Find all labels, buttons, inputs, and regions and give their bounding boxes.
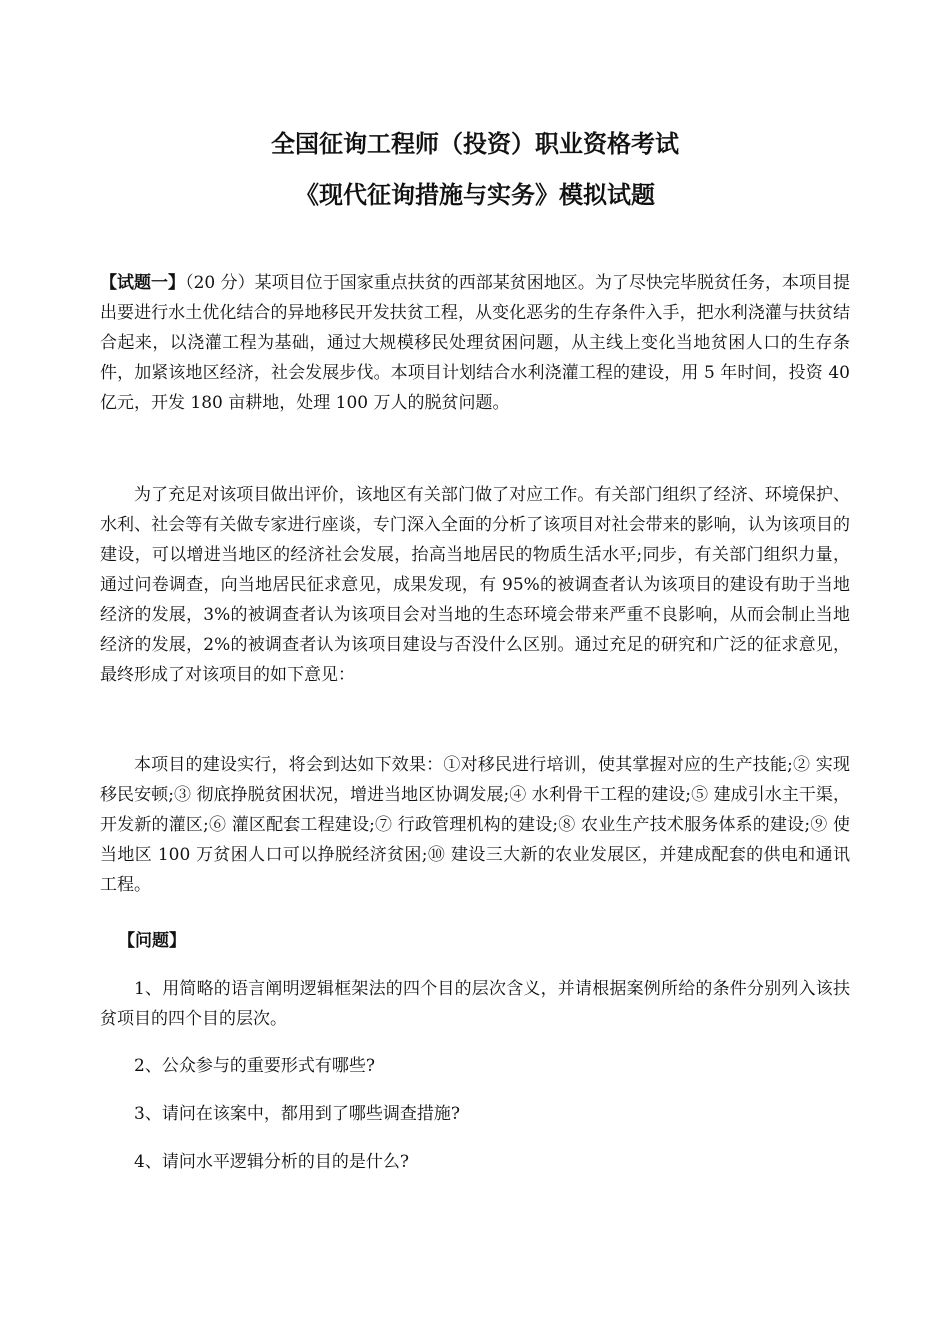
question-item-3: 3、请问在该案中，都用到了哪些调查措施? [134, 1104, 460, 1124]
document-subtitle: 《现代征询措施与实务》模拟试题 [295, 181, 655, 209]
question-item-1: 1、用简略的语言阐明逻辑框架法的四个目的层次含义，并请根据案例所给的条件分别列入该扶贫项目的四个目的层次。 [100, 979, 850, 1029]
question-one-paragraph-3 [100, 750, 850, 900]
question-one-intro-text: （20 分）某项目位于国家重点扶贫的西部某贫困地区。为了尽快完毕脱贫任务，本项目提出要进行水土优化结合的异地移民开发扶贫工程，从变化恶劣的生存条件入手，把水利浇灌与扶贫结合起来，以浇灌工程为基础，通过大规模移民处理贫困问题，从主线上变化当地贫困人口的生存条件，加紧该地区经济，社会发展步伐。本项目计划结合水利浇灌工程的建设，用 5 年时间，投资 40 亿元，开发 180 亩耕地，处理 100 万人的脱贫问题。 [100, 273, 850, 413]
question-one-paragraph-2 [100, 480, 850, 690]
document-title: 全国征询工程师（投资）职业资格考试 [271, 130, 679, 158]
questions-heading: 【问题】 [118, 931, 186, 951]
question-item-2: 2、公众参与的重要形式有哪些? [134, 1056, 375, 1076]
paragraph-evaluation: 为了充足对该项目做出评价，该地区有关部门做了对应工作。有关部门组织了经济、环境保护、水利、社会等有关做专家进行座谈，专门深入全面的分析了该项目对社会带来的影响，认为该项目的建设，可以增进当地区的经济社会发展，抬高当地居民的物质生活水平;同步，有关部门组织力量，通过问卷调查，向当地居民征求意见，成果发现，有 95%的被调查者认为该项目的建设有助于当地经济的发展，3%的被调查者认为该项目会对当地的生态环境会带来严重不良影响，从而会制止当地经济的发展，2%的被调查者认为该项目建设与否没什么区别。通过充足的研究和广泛的征求意见，最终形成了对该项目的如下意见： [100, 485, 850, 685]
question-one-label: 【试题一】 [100, 273, 186, 293]
paragraph-effects: 本项目的建设实行，将会到达如下效果：①对移民进行培训，使其掌握对应的生产技能;② 实现移民安顿;③ 彻底挣脱贫困状况，增进当地区协调发展;④ 水利骨干工程的建设;⑤ 建成引水主干渠，开发新的灌区;⑥ 灌区配套工程建设;⑦ 行政管理机构的建设;⑧ 农业生产技术服务体系的建设;⑨ 使当地区 100 万贫困人口可以挣脱经济贫困;⑩ 建设三大新的农业发展区，并建成配套的供电和通讯工程。 [100, 755, 850, 895]
question-one-intro [100, 268, 850, 418]
question-item-4: 4、请问水平逻辑分析的目的是什么? [134, 1152, 409, 1172]
